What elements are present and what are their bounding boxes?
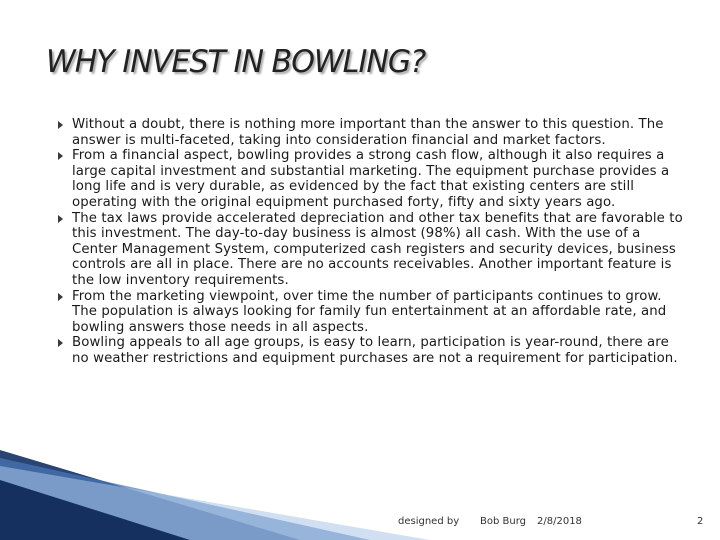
bullet-arrow-icon [58, 121, 63, 129]
bullet-item [58, 335, 684, 366]
bullet-arrow-icon [58, 215, 63, 223]
bullet-text: Without a doubt, there is nothing more important than the answer to this question. The answer is multi-faceted, taking into consideration financial and market factors. [72, 117, 664, 148]
bullet-text: Bowling appeals to all age groups, is easy to learn, participation is year-round, there are no weather restrictions and equipment purchases are not a requirement for participation. [72, 335, 678, 366]
bullet-list [58, 117, 684, 367]
bullet-arrow-icon [58, 339, 63, 347]
bullet-text: From the marketing viewpoint, over time the number of participants continues to grow. The population is always looking for family fun entertainment at an affordable rate, and bowling answers those needs in all aspects. [72, 288, 667, 335]
bullet-arrow-icon [58, 152, 63, 160]
slide-number: 2 [697, 516, 704, 527]
bullet-item [58, 117, 684, 148]
bullet-arrow-icon [58, 293, 63, 301]
bullet-text: From a financial aspect, bowling provides a strong cash flow, although it also requires a large capital investment and substantial marketing. The equipment purchase provides a long life and is very durable, as evidenced by the fact that existing centers are still operating with the original equipment purchased forty, fifty and sixty years ago. [72, 148, 670, 210]
footer-date: 2/8/2018 [537, 516, 582, 527]
corner-swoosh-decoration [0, 440, 720, 540]
bullet-text: The tax laws provide accelerated depreciation and other tax benefits that are favorable to this investment. The day-to-day business is almost (98%) all cash. With the use of a Center Management System, computerized cash registers and security devices, business controls are all in place. There are no accounts receivables. Another important feature is the low inventory requirements. [72, 210, 683, 288]
bullet-item [58, 211, 684, 289]
footer-designed-by: designed by [398, 516, 460, 527]
footer-author: Bob Burg [480, 516, 526, 527]
slide-title: WHY INVEST IN BOWLING? [46, 44, 426, 80]
bullet-item [58, 289, 684, 336]
bullet-item [58, 148, 684, 210]
